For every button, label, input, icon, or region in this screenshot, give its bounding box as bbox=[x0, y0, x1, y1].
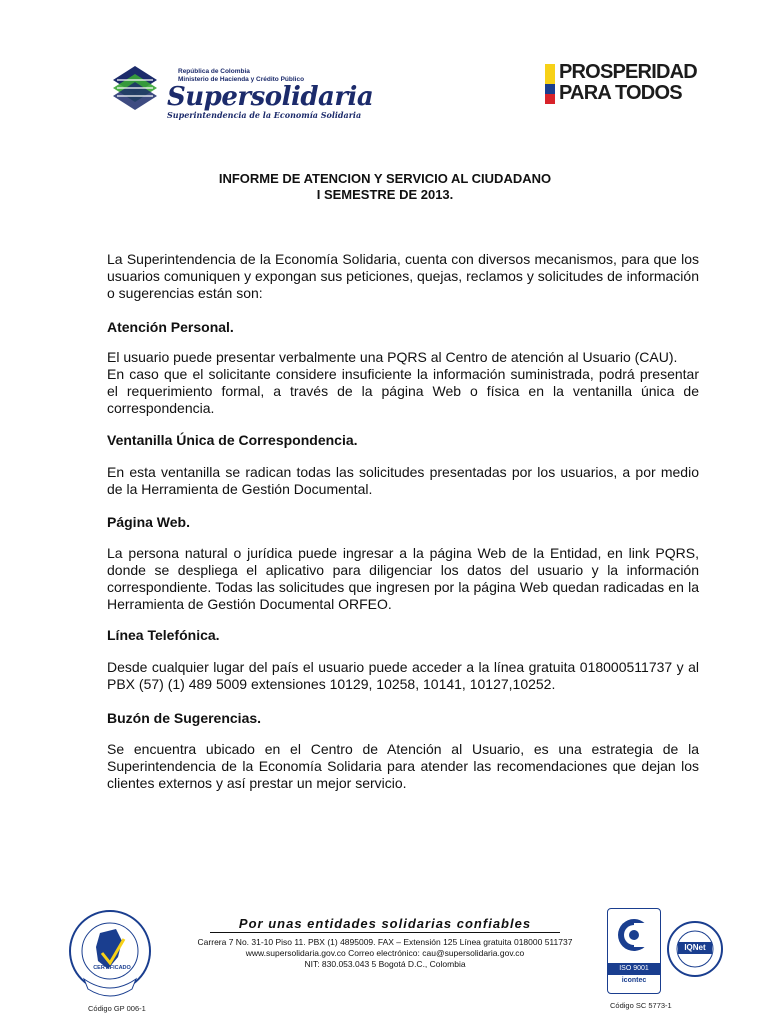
footer-nit: NIT: 830.053.043 5 Bogotá D.C., Colombia bbox=[304, 959, 466, 969]
code-left: Código GP 006-1 bbox=[88, 1004, 146, 1013]
section-atencion-personal-body bbox=[107, 349, 699, 417]
section-linea-telefonica bbox=[107, 627, 699, 644]
gov-line-1: República de Colombia bbox=[178, 68, 250, 75]
section-paragraph: Se encuentra ubicado en el Centro de Atención al Usuario, es una estrategia de la Superintendencia de la Economía Solidaria para atender las recomendaciones que dejan los clientes externos y así prestar un mejor servicio. bbox=[107, 741, 699, 791]
section-buzon-body bbox=[107, 741, 699, 792]
section-buzon bbox=[107, 710, 699, 727]
footer-address: Carrera 7 No. 31-10 Piso 11. PBX (1) 4895009. FAX – Extensión 125 Línea gratuita 018000 511737 bbox=[197, 937, 573, 947]
iqnet-label: IQNet bbox=[684, 943, 706, 952]
calidad-seal-icon bbox=[62, 905, 158, 1005]
document-title-line-2: I SEMESTRE DE 2013. bbox=[316, 187, 454, 202]
icontec-icon bbox=[608, 913, 660, 961]
calidad-seal bbox=[62, 905, 158, 1005]
section-heading: Ventanilla Única de Correspondencia. bbox=[107, 432, 358, 448]
brand-tagline: Superintendencia de la Economía Solidaria bbox=[167, 110, 362, 120]
brand-name: Supersolidaria bbox=[167, 82, 374, 112]
gov-line-2: Ministerio de Hacienda y Crédito Público bbox=[178, 76, 305, 83]
prosperidad-logo bbox=[545, 62, 705, 107]
section-paragraph: En caso que el solicitante considere insuficiente la información suministrada, podrá presentar el requerimiento formal, a través de la página Web o física en la ventanilla única de correspondencia. bbox=[107, 366, 699, 416]
icontec-label: icontec bbox=[621, 977, 647, 984]
section-heading: Página Web. bbox=[107, 514, 190, 530]
footer-web-email: www.supersolidaria.gov.co Correo electrónico: cau@supersolidaria.gov.co bbox=[245, 948, 525, 958]
section-paragraph: El usuario puede presentar verbalmente una PQRS al Centro de atención al Usuario (CAU). bbox=[107, 349, 678, 365]
section-heading: Buzón de Sugerencias. bbox=[107, 710, 262, 726]
section-atencion-personal bbox=[107, 319, 699, 336]
iso-label: ISO 9001 bbox=[608, 963, 660, 975]
section-ventanilla-body bbox=[107, 464, 699, 498]
seal-left-badge: CERTIFICADO bbox=[93, 965, 131, 971]
section-heading: Atención Personal. bbox=[107, 319, 234, 335]
footer-slogan: Por unas entidades solidarias confiables bbox=[210, 916, 560, 933]
colombia-flag-icon bbox=[545, 64, 555, 104]
section-pagina-web bbox=[107, 514, 699, 531]
supersolidaria-logo bbox=[105, 58, 374, 120]
section-ventanilla bbox=[107, 432, 699, 449]
iqnet-seal bbox=[666, 920, 724, 978]
section-linea-telefonica-body bbox=[107, 659, 699, 693]
section-paragraph: Desde cualquier lugar del país el usuario puede acceder a la línea gratuita 018000511737 y al PBX (57) (1) 489 5009 extensiones 10129, 10258, 10141, 10127,10252. bbox=[107, 659, 699, 692]
icontec-iso-badge bbox=[607, 908, 661, 994]
code-right: Código SC 5773-1 bbox=[610, 1001, 672, 1010]
section-pagina-web-body bbox=[107, 545, 699, 613]
prosperidad-line-1: PROSPERIDAD bbox=[559, 61, 697, 83]
supersolidaria-emblem-icon bbox=[105, 58, 167, 118]
section-heading: Línea Telefónica. bbox=[107, 627, 220, 643]
intro-text: La Superintendencia de la Economía Solidaria, cuenta con diversos mecanismos, para que los usuarios comuniquen y expongan sus peticiones, quejas, reclamos y solicitudes de información o sugerencias están son: bbox=[107, 251, 699, 301]
intro-paragraph bbox=[107, 251, 699, 302]
document-title-line-1: INFORME DE ATENCION Y SERVICIO AL CIUDADANO bbox=[218, 171, 552, 186]
section-paragraph: La persona natural o jurídica puede ingresar a la página Web de la Entidad, en link PQRS, donde se despliega el aplicativo para diligenciar los datos del usuario y la información correspondiente. Todas las solicitudes que ingresen por la página Web quedan radicadas en la Herramienta de Gestión Documental ORFEO. bbox=[107, 545, 699, 612]
section-paragraph: En esta ventanilla se radican todas las solicitudes presentadas por los usuarios, a por medio de la Herramienta de Gestión Documental. bbox=[107, 464, 699, 497]
prosperidad-line-2: PARA TODOS bbox=[559, 82, 682, 104]
